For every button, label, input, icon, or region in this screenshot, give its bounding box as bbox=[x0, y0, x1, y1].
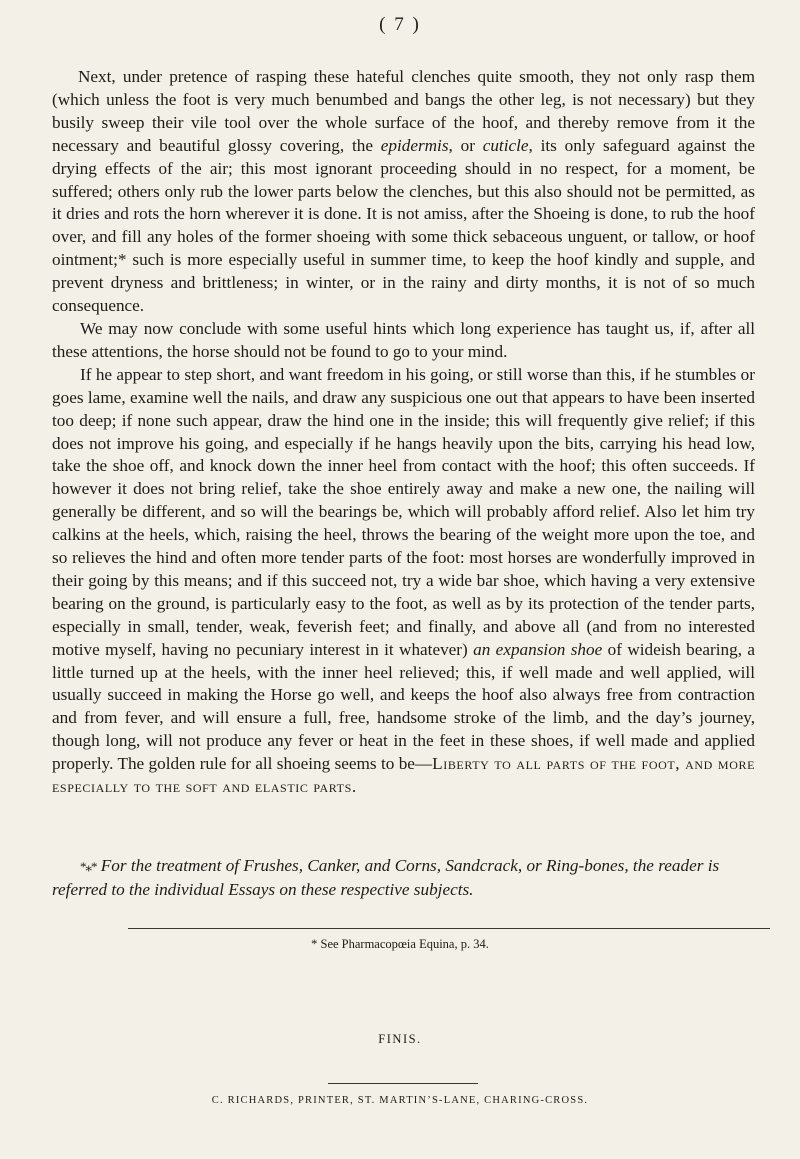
reader-note bbox=[52, 854, 755, 901]
text-run: , or bbox=[448, 135, 483, 155]
italic-term-cuticle: cuticle bbox=[482, 135, 529, 155]
main-text bbox=[52, 66, 755, 799]
text-run: Next, under pretence of rasping these hateful clenches quite smooth, they not only rasp them (which unless the foot is very much benumbed and bangs the other leg, is not necessary) but they busily sweep their vile tool over the whole surface of the hoof, and thereby remove from it the necessary and beautiful glossy covering, the bbox=[52, 67, 755, 155]
text-run: , its only safeguard against the drying effects of the air; this most ignorant proceeding should in no respect, for a moment, be suffered; others only rub the lower parts below the clenches, but this also should not be permitted, as it dries and rots the horn wherever it is done. It is not amiss, after the Shoeing is done, to rub the hoof over, and fill any holes of the former shoeing with some thick sebaceous unguent, or tallow, or hoof ointment;* such is more especially useful in summer time, to keep the hoof kindly and supple, and prevent dryness and brittleness; in winter, or in the rainy and dirty months, it is not of so much consequence. bbox=[52, 135, 755, 316]
italic-term-epidermis: epidermis bbox=[380, 135, 449, 155]
text-run: of wideish bearing, a little turned up at the heels, with the inner heel relieved; this, if well made and well applied, will usually succeed in making the Horse go well, and keeps the hoof also always free from contraction and from fever, and will ensure a full, free, handsome stroke of the limb, and the day’s journey, though long, will not produce any fever or heat in the feet in these shoes, if well made and applied properly. The golden rule for all shoeing seems to be— bbox=[52, 639, 756, 774]
footnote-divider bbox=[128, 928, 770, 929]
page-number: ( 7 ) bbox=[379, 14, 421, 35]
paragraph-stumbling bbox=[52, 364, 755, 799]
paragraph-hints: We may now conclude with some useful hints which long experience has taught us, if, after all these attentions, the horse should not be found to go to your mind. bbox=[52, 318, 755, 361]
paragraph-rasping bbox=[52, 66, 755, 318]
italic-term-expansion-shoe: an expansion shoe bbox=[473, 639, 603, 659]
golden-rule: Liberty to all parts of the foot, and more especially to the soft and elastic parts. bbox=[52, 754, 755, 797]
text-run: If he appear to step short, and want freedom in his going, or still worse than this, if he stumbles or goes lame, examine well the nails, and draw any suspicious one out that appears to have been inserted too deep; if none such appear, draw the hind one in the inside; this will frequently give relief; if this does not improve his going, and especially if he hangs heavily upon the bits, carrying his head low, take the shoe off, and knock down the inner heel from contact with the hoof; this often succeeds. If however it does not bring relief, take the shoe entirely away and make a new one, the nailing will generally be different, and so will the bearings be, which will probably afford relief. Also let him try calkins at the heels, which, raising the heel, throws the bearing of the weight more upon the toe, and so relieves the hind and often more tender parts of the foot: most horses are wonderfully improved in their going by this means; and if this succeed not, try a wide bar shoe, which having a very extensive bearing on the ground, is particularly easy to the foot, as well as by its protection of the tender parts, especially in small, tender, weak, feverish feet; and finally, and above all (and from no interested motive myself, having no pecuniary interest in it whatever) bbox=[52, 364, 755, 659]
printer-colophon: C. RICHARDS, PRINTER, ST. MARTIN’S-LANE, CHARING-CROSS. bbox=[211, 1095, 589, 1106]
asterism-mark: *⁎* bbox=[80, 859, 97, 874]
colophon-divider bbox=[328, 1083, 478, 1084]
finis-heading: FINIS. bbox=[378, 1032, 422, 1046]
footnote: * See Pharmacopœia Equina, p. 34. bbox=[311, 937, 489, 951]
note-text: For the treatment of Frushes, Canker, and Corns, Sandcrack, or Ring-bones, the reader is referred to the individual Essays on these respective subjects. bbox=[52, 856, 720, 899]
